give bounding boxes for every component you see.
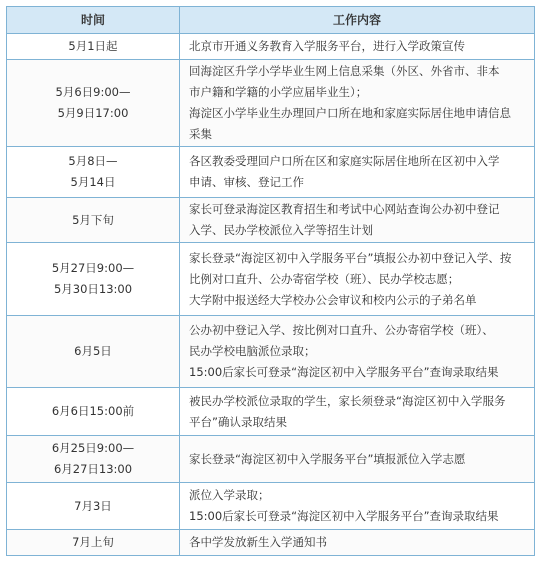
time-line: 5月下旬: [72, 212, 114, 227]
work-line: 民办学校电脑派位录取；: [189, 344, 316, 358]
time-line: 5月14日: [70, 175, 116, 189]
time-line: 6月5日: [74, 344, 112, 358]
time-line: 7月3日: [74, 498, 112, 513]
time-cell: [7, 243, 180, 316]
work-column-header: 工作内容: [180, 7, 535, 34]
work-line: 各区教委受理回户口所在区和家庭实际居住地所在区初中入学: [189, 154, 500, 168]
time-cell: [7, 530, 180, 556]
time-line: 6月6日15:00前: [51, 404, 135, 418]
time-line: 6月25日9:00—: [51, 441, 135, 455]
work-line: 15:00后家长可登录“海淀区初中入学服务平台”查询录取结果: [189, 509, 499, 523]
time-cell: [7, 436, 180, 483]
time-cell: [7, 198, 180, 243]
work-cell: [180, 436, 535, 483]
work-line: 大学附中报送经大学校办公会审议和校内公示的子弟名单: [189, 292, 477, 307]
work-cell: [180, 147, 535, 198]
time-cell: [7, 147, 180, 198]
work-line: 派位入学录取；: [189, 488, 270, 502]
time-cell: [7, 34, 180, 60]
table-row: [7, 198, 535, 243]
table-row: [7, 388, 535, 436]
work-line: 家长可登录海淀区教育招生和考试中心网站查询公办初中登记: [189, 202, 500, 216]
table-header-row: [7, 7, 535, 34]
time-line: 5月30日13:00: [53, 282, 133, 296]
table-row: [7, 436, 535, 483]
work-line: 各中学发放新生入学通知书: [189, 535, 327, 549]
table-row: [7, 316, 535, 388]
table-row: [7, 243, 535, 316]
work-line: 平台”确认录取结果: [189, 414, 287, 429]
work-cell: [180, 316, 535, 388]
work-cell: [180, 34, 535, 60]
table-body: [7, 34, 535, 556]
work-cell: [180, 60, 535, 147]
time-line: 5月6日9:00—: [55, 85, 131, 99]
work-line: 海淀区小学毕业生办理回户口所在地和家庭实际居住地申请信息: [189, 106, 511, 120]
work-line: 北京市开通义务教育入学服务平台，进行入学政策宣传: [189, 39, 465, 53]
work-line: 15:00后家长可登录“海淀区初中入学服务平台”查询录取结果: [189, 365, 499, 379]
work-cell: [180, 388, 535, 436]
table-row: [7, 60, 535, 147]
work-line: 采集: [189, 127, 212, 141]
time-cell: [7, 483, 180, 530]
time-line: 5月1日起: [68, 39, 118, 53]
table-row: [7, 34, 535, 60]
time-line: 5月9日17:00: [57, 106, 129, 120]
work-line: 比例对口直升、公办寄宿学校（班）、民办学校志愿；: [189, 271, 460, 286]
work-line: 家长登录“海淀区初中入学服务平台”填报公办初中登记入学、按: [189, 250, 512, 265]
work-cell: [180, 243, 535, 316]
table-row: [7, 530, 535, 556]
work-line: 回海淀区升学小学毕业生网上信息采集（外区、外省市、非本: [189, 64, 500, 78]
work-line: 申请、审核、登记工作: [189, 175, 304, 189]
time-cell: [7, 388, 180, 436]
table-row: [7, 147, 535, 198]
time-line: 5月8日—: [68, 154, 118, 168]
work-cell: [180, 530, 535, 556]
work-cell: [180, 198, 535, 243]
work-line: 入学、民办学校派位入学等招生计划: [189, 223, 373, 237]
work-line: 市户籍和学籍的小学应届毕业生）；: [189, 85, 368, 99]
time-cell: [7, 316, 180, 388]
work-cell: [180, 483, 535, 530]
time-line: 7月上旬: [72, 535, 114, 549]
work-line: 公办初中登记入学、按比例对口直升、公办寄宿学校（班）、: [189, 323, 494, 337]
work-line: 被民办学校派位录取的学生，家长须登录“海淀区初中入学服务: [189, 393, 506, 408]
work-line: 家长登录“海淀区初中入学服务平台”填报派位入学志愿: [189, 451, 466, 466]
admission-schedule-table: [6, 6, 535, 556]
time-column-header: 时间: [7, 7, 180, 34]
table-row: [7, 483, 535, 530]
time-line: 5月27日9:00—: [51, 261, 135, 275]
time-line: 6月27日13:00: [53, 462, 133, 476]
time-cell: [7, 60, 180, 147]
